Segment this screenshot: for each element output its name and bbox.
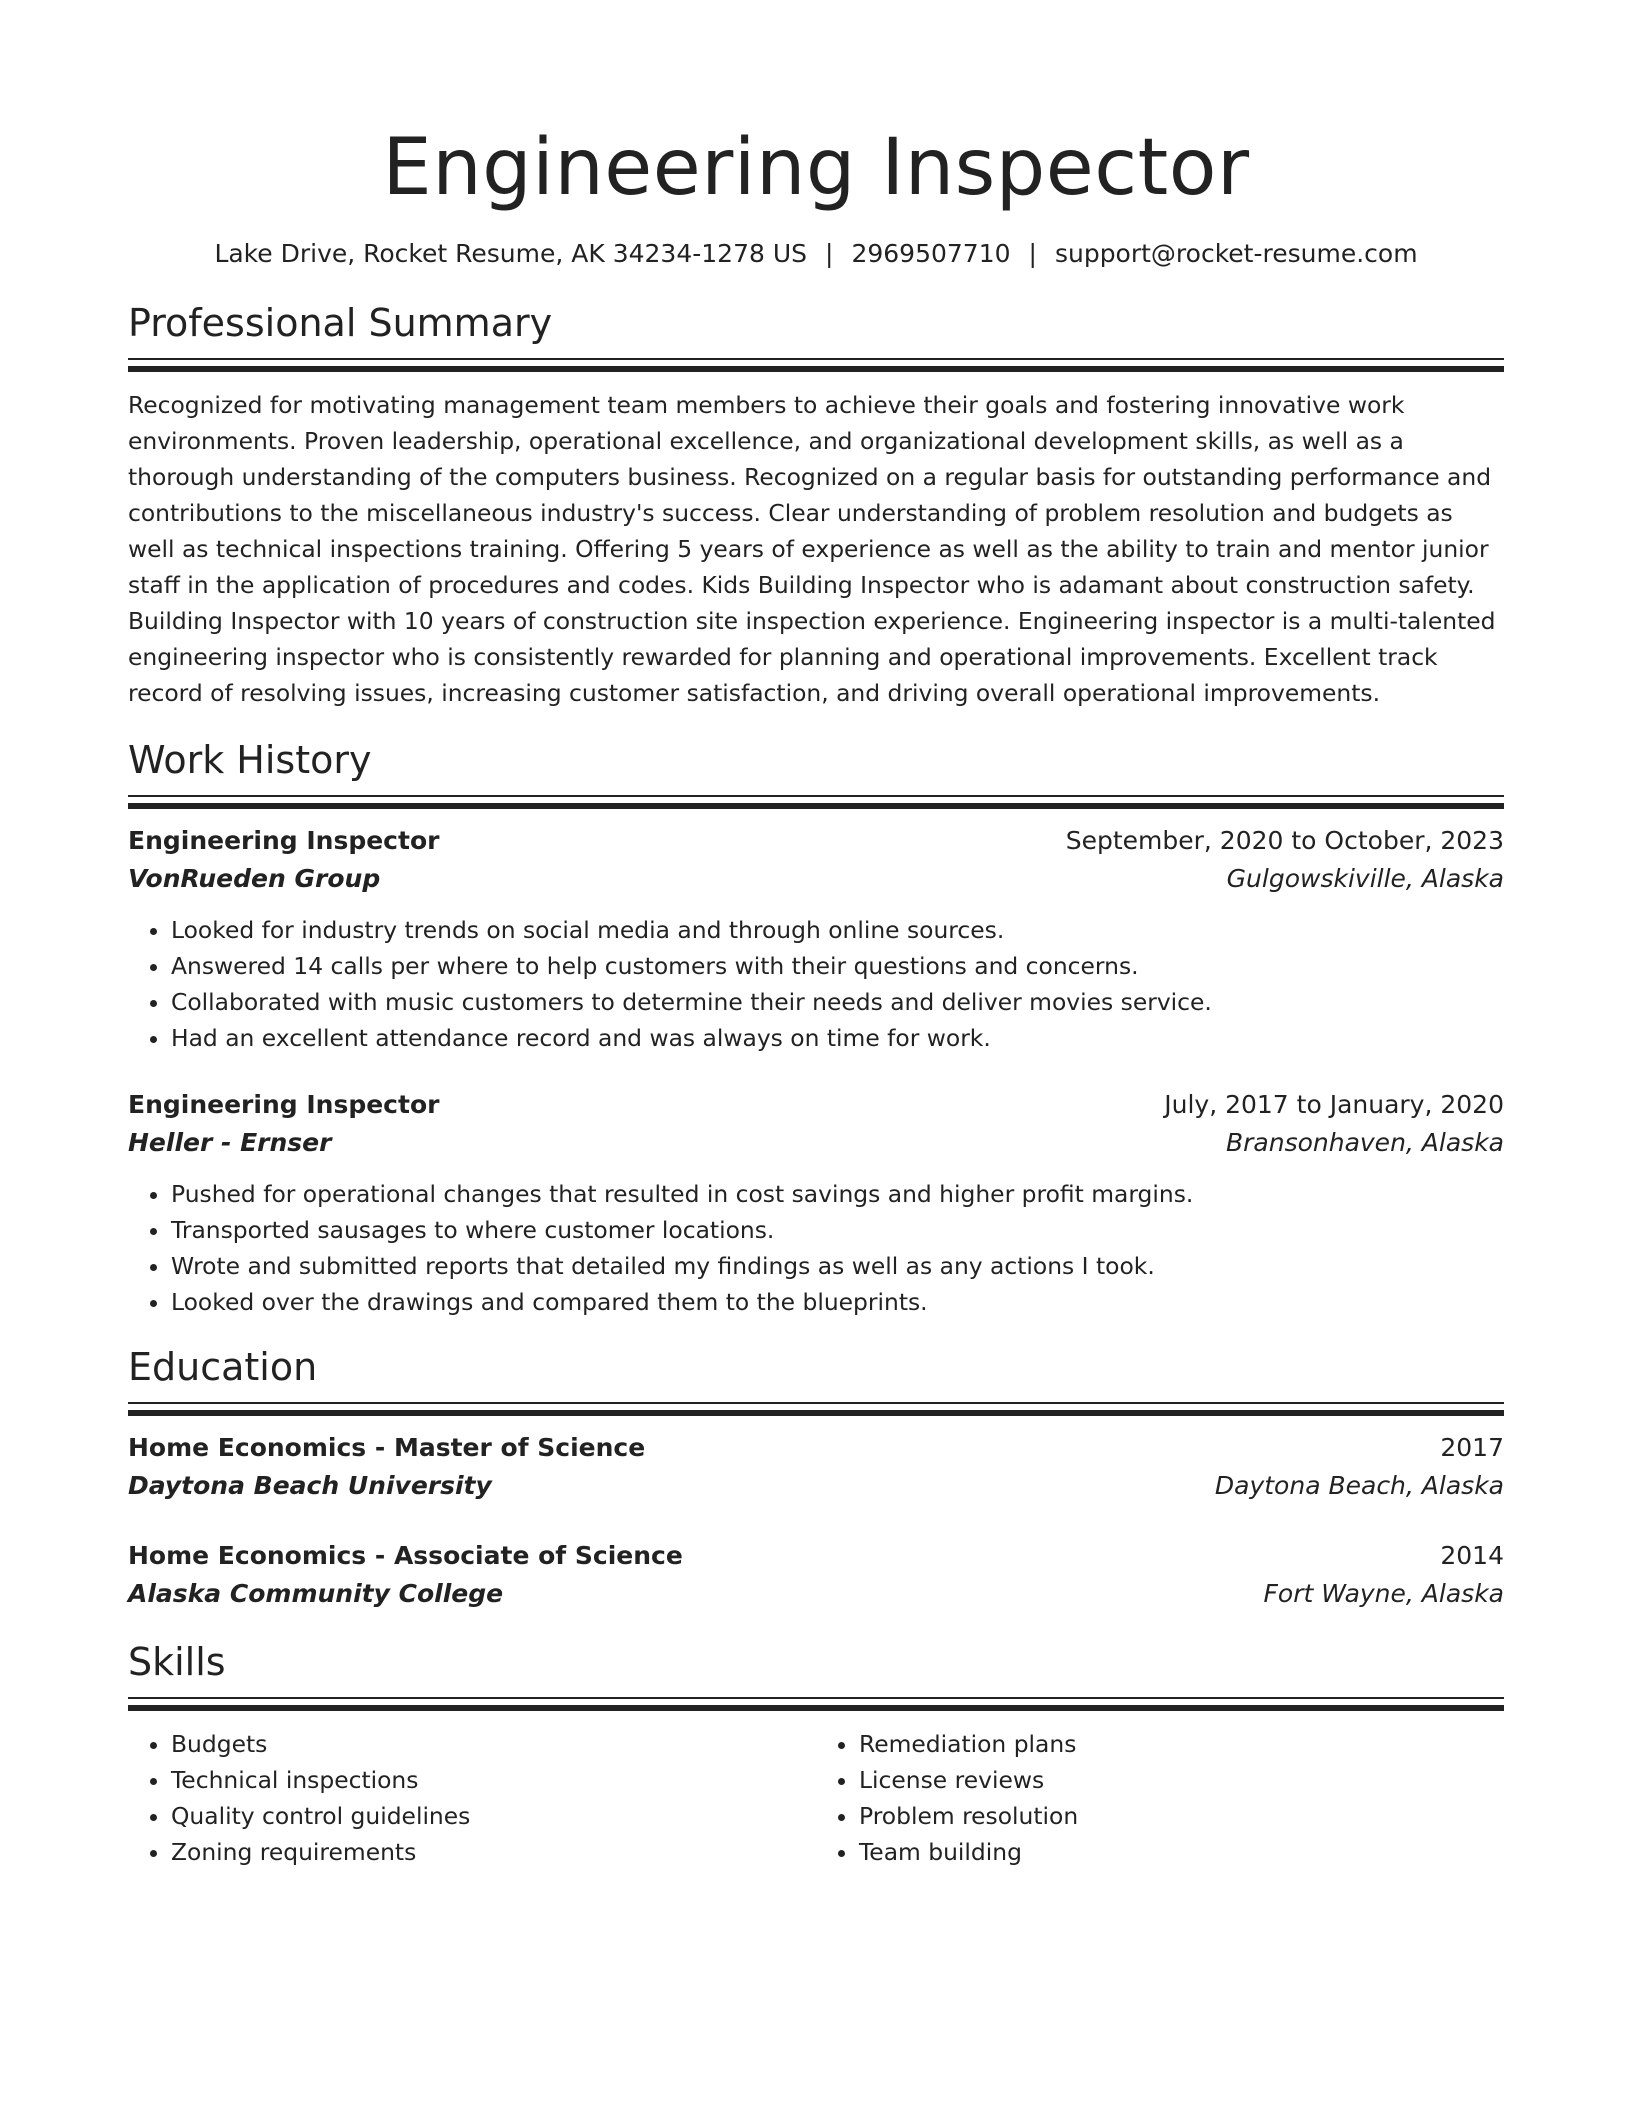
education-year: 2014 — [1440, 1541, 1504, 1570]
work-history-section — [128, 735, 1504, 1320]
resume-name: Engineering Inspector — [382, 123, 1250, 213]
section-divider — [128, 1402, 1504, 1415]
job-entry — [128, 822, 1504, 1056]
job-bullet: • Looked for industry trends on social media and through online sources. — [171, 912, 1504, 948]
education-year: 2017 — [1440, 1433, 1504, 1462]
skills-list-right — [816, 1726, 1504, 1870]
job-bullet: • Had an excellent attendance record and was always on time for work. — [171, 1020, 1504, 1056]
job-location: Bransonhaven, Alaska — [1225, 1128, 1504, 1157]
job-title: Engineering Inspector — [128, 1090, 440, 1119]
section-title-skills: Skills — [128, 1640, 226, 1684]
job-dates: July, 2017 to January, 2020 — [1164, 1090, 1504, 1119]
job-bullets — [128, 1176, 1504, 1320]
section-title-education: Education — [128, 1345, 318, 1389]
skill-item: • Quality control guidelines — [171, 1798, 816, 1834]
skill-item: • Remediation plans — [859, 1726, 1504, 1762]
education-school: Alaska Community College — [128, 1579, 504, 1608]
section-divider — [128, 795, 1504, 808]
job-bullet: • Answered 14 calls per where to help customers with their questions and concerns. — [171, 948, 1504, 984]
job-company: VonRueden Group — [128, 864, 381, 893]
section-title-summary: Professional Summary — [128, 301, 553, 345]
contact-line — [128, 236, 1504, 272]
contact-phone: 2969507710 — [851, 239, 1011, 268]
job-bullet: • Wrote and submitted reports that detailed my findings as well as any actions I took. — [171, 1248, 1504, 1284]
section-divider — [128, 358, 1504, 371]
section-divider — [128, 1697, 1504, 1710]
contact-address: Lake Drive, Rocket Resume, AK 34234-1278 US — [214, 239, 808, 268]
summary-section — [128, 298, 1504, 711]
job-bullets — [128, 912, 1504, 1056]
education-section — [128, 1342, 1504, 1613]
job-location: Gulgowskiville, Alaska — [1226, 864, 1504, 893]
skill-item: • Team building — [859, 1834, 1504, 1870]
job-title: Engineering Inspector — [128, 826, 440, 855]
education-degree: Home Economics - Associate of Science — [128, 1541, 683, 1570]
education-entry — [128, 1429, 1504, 1505]
education-degree: Home Economics - Master of Science — [128, 1433, 646, 1462]
contact-separator: | — [825, 239, 834, 268]
job-entry — [128, 1086, 1504, 1320]
contact-separator: | — [1028, 239, 1037, 268]
skill-item: • Budgets — [171, 1726, 816, 1762]
job-dates: September, 2020 to October, 2023 — [1065, 826, 1504, 855]
summary-text: Recognized for motivating management team members to achieve their goals and fostering innovative work environments. Proven leadership, operational excellence, and organizational development skills, as well as a thorough understanding of the computers business. Recognized on a regular basis for outstanding performance and contributions to the miscellaneous industry's success. Clear understanding of problem resolution and budgets as well as technical inspections training. Offering 5 years of experience as well as the ability to train and mentor junior staff in the application of procedures and codes. Kids Building Inspector who is adamant about construction safety. Building Inspector with 10 years of construction site inspection experience. Engineering inspector is a multi-talented engineering inspector who is consistently rewarded for planning and operational improvements. Excellent track record of resolving issues, increasing customer satisfaction, and driving overall operational improvements. — [128, 391, 1496, 707]
job-company: Heller - Ernser — [128, 1128, 332, 1157]
job-bullet: • Pushed for operational changes that resulted in cost savings and higher profit margins. — [171, 1176, 1504, 1212]
skill-item: • License reviews — [859, 1762, 1504, 1798]
skill-item: • Zoning requirements — [171, 1834, 816, 1870]
education-entry — [128, 1537, 1504, 1613]
job-bullet: • Collaborated with music customers to determine their needs and deliver movies service. — [171, 984, 1504, 1020]
job-bullet: • Looked over the drawings and compared them to the blueprints. — [171, 1284, 1504, 1320]
skills-grid — [128, 1726, 1504, 1870]
skills-list-left — [128, 1726, 816, 1870]
job-bullet: • Transported sausages to where customer locations. — [171, 1212, 1504, 1248]
education-school: Daytona Beach University — [128, 1471, 492, 1500]
education-location: Fort Wayne, Alaska — [1263, 1579, 1504, 1608]
section-title-work-history: Work History — [128, 738, 372, 782]
education-location: Daytona Beach, Alaska — [1214, 1471, 1504, 1500]
skill-item: • Problem resolution — [859, 1798, 1504, 1834]
skill-item: • Technical inspections — [171, 1762, 816, 1798]
skills-section — [128, 1637, 1504, 1870]
contact-email: support@rocket-resume.com — [1054, 239, 1418, 268]
